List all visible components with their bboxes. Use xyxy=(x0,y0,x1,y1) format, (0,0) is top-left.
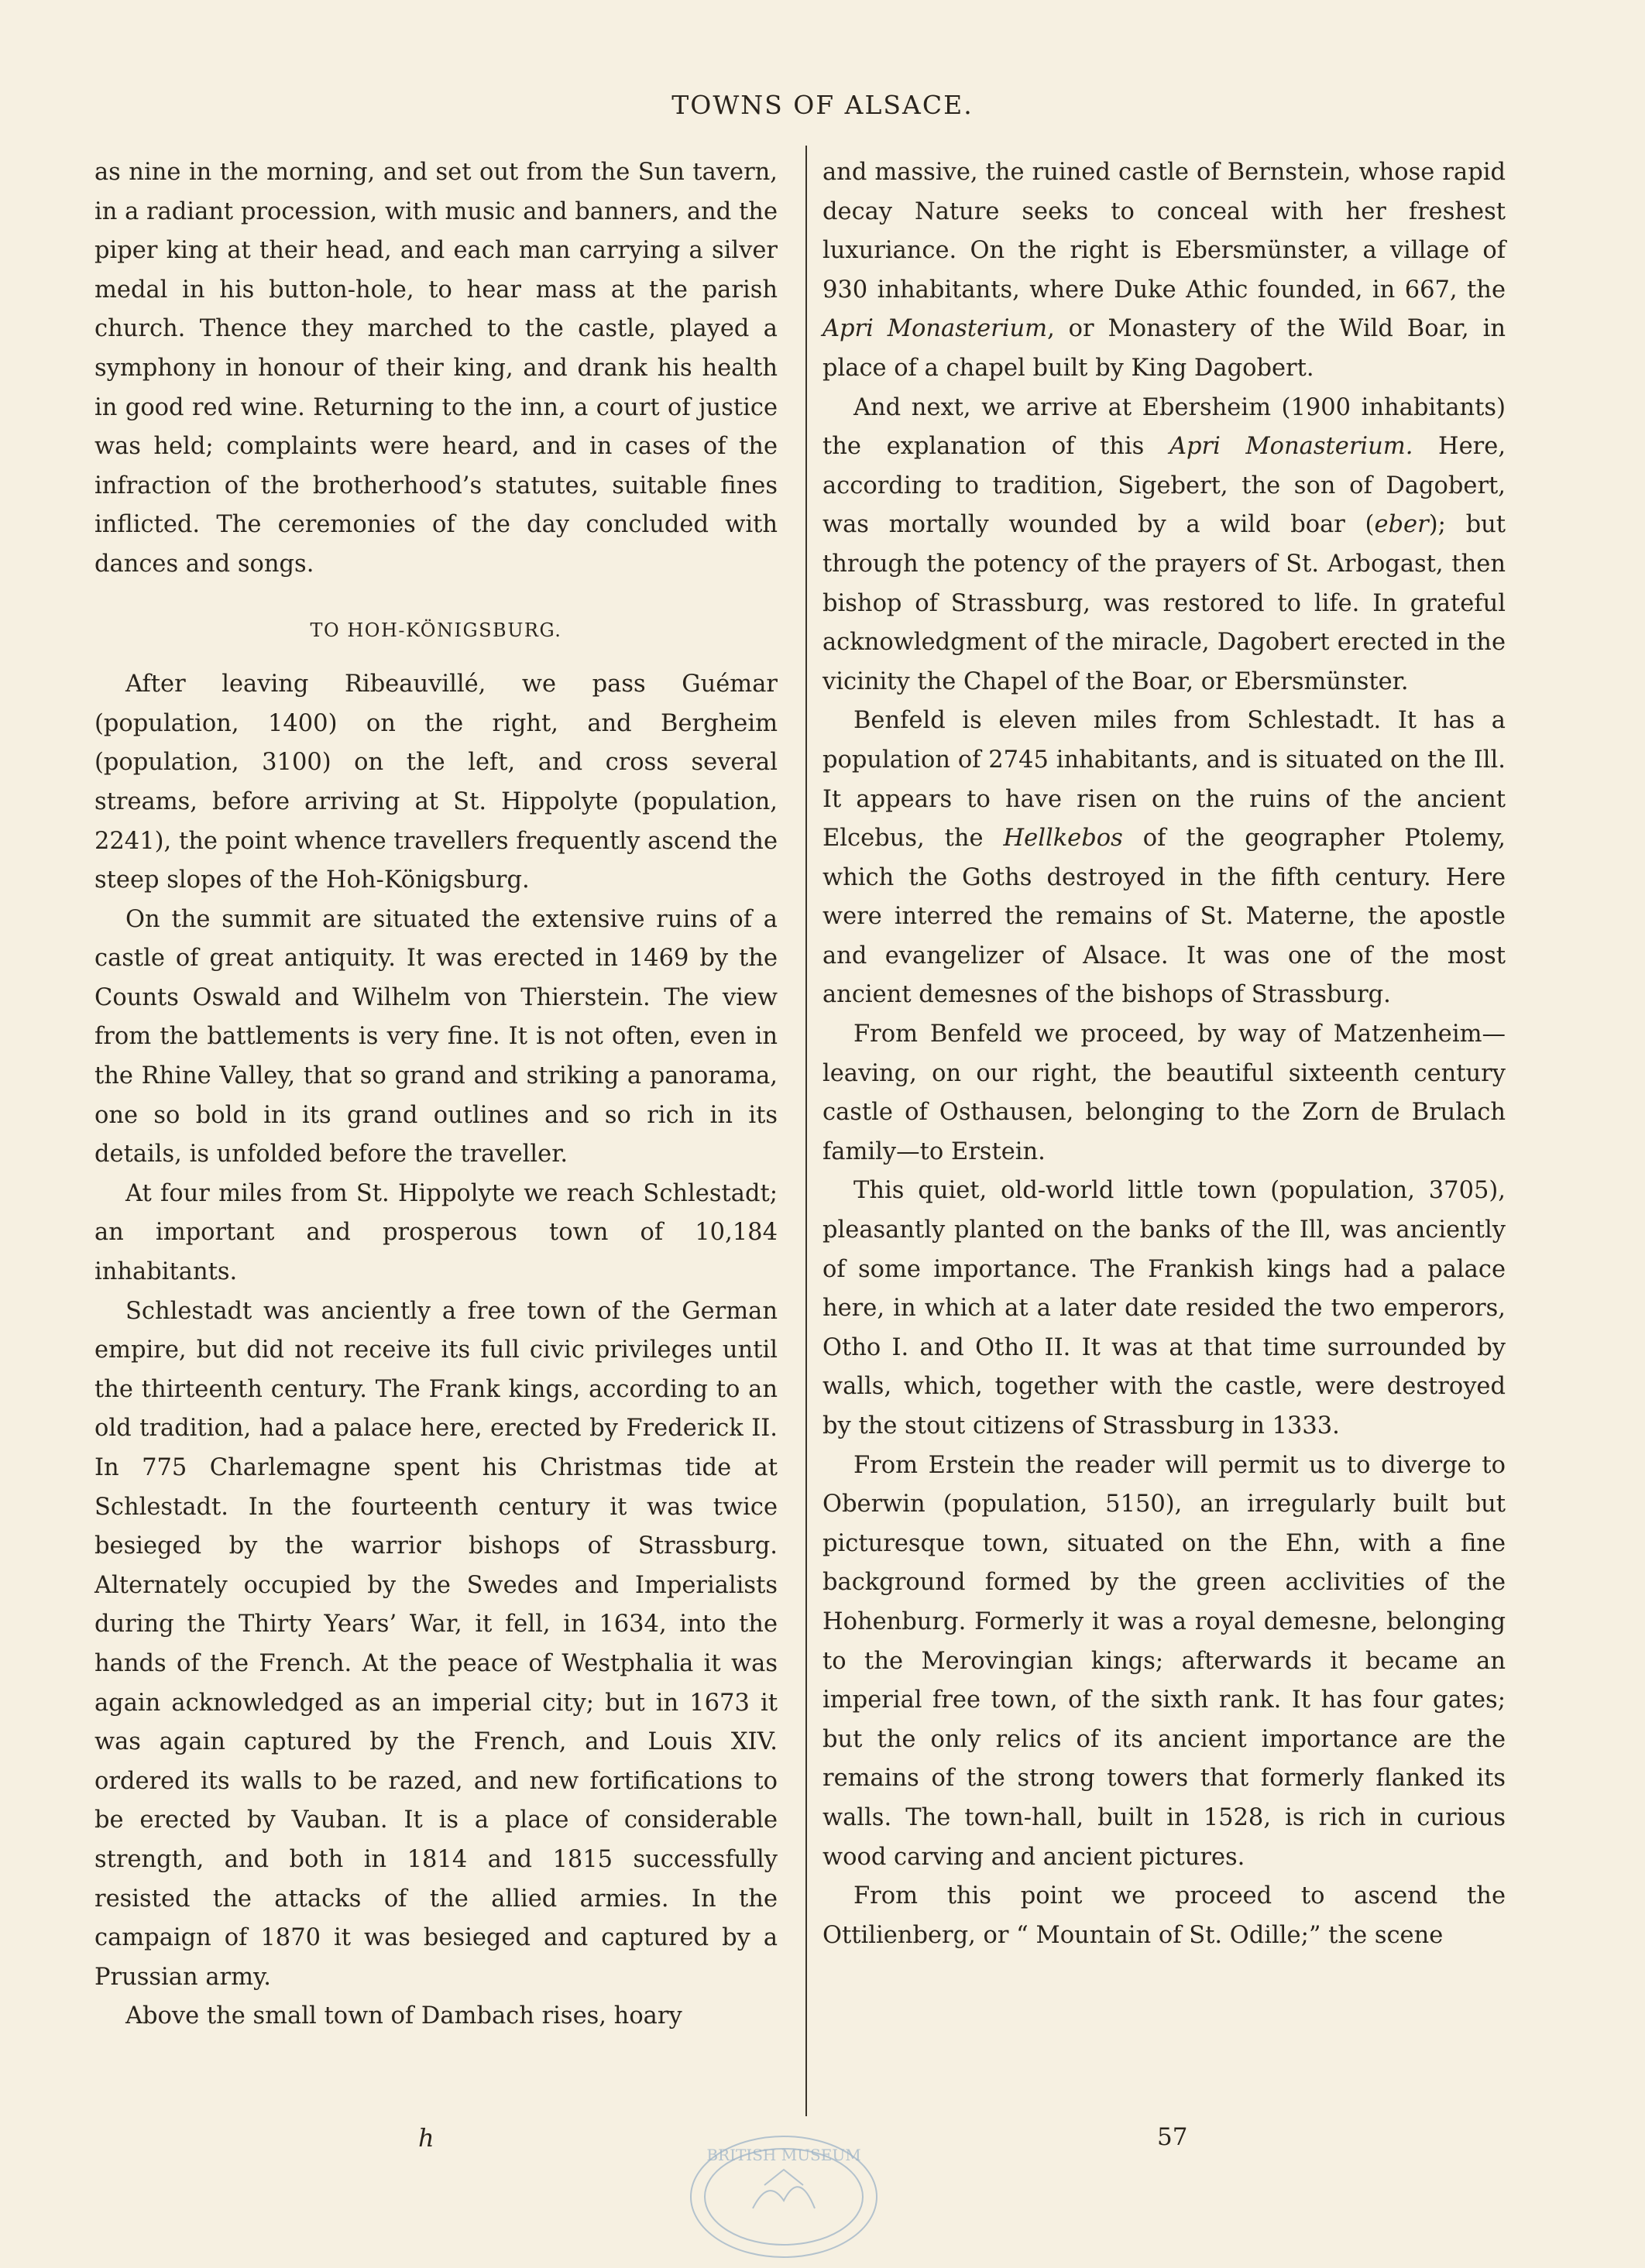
section-heading: TO HOH-KÖNIGSBURG. xyxy=(310,619,562,641)
text-run: and massive, the ruined castle of Bernstein, whose rapid decay Nature seeks to conceal with her freshest luxuriance. On the right is Ebersmünster, a village of 930 inhabitants, where Duke Athic founded, in 667, the xyxy=(822,159,1506,304)
paragraph xyxy=(822,153,1506,389)
italic-term: eber xyxy=(1374,511,1429,539)
page-number: 57 xyxy=(1157,2123,1188,2151)
library-stamp xyxy=(668,2123,900,2263)
running-head: TOWNS OF ALSACE. xyxy=(671,90,974,120)
italic-term: Apri Monasterium. xyxy=(1169,433,1413,461)
right-column xyxy=(822,153,1506,1955)
paragraph: Schlestadt was anciently a free town of the German empire, but did not receive its full civic privileges until the thirteenth century. The Frank kings, according to an old tradition, had a palace here, erected by Frederick II. In 775 Charlemagne spent his Christmas tide at Schlestadt. In the fourteenth century it was twice besieged by the warrior bishops of Strassburg. Alternately occupied by the Swedes and Imperialists during the Thirty Years’ War, it fell, in 1634, into the hands of the French. At the peace of Westphalia it was again acknowledged as an imperial city; but in 1673 it was again captured by the French, and Louis XIV. ordered its walls to be razed, and new fortifications to be erected by Vauban. It is a place of considerable strength, and both in 1814 and 1815 successfully resisted the attacks of the allied armies. In the campaign of 1870 it was besieged and captured by a Prussian army. xyxy=(94,1297,778,1991)
text-run: Benfeld is eleven miles from Schlestadt. It has a population of 2745 inhabitants, and is situated on the Ill. It appears to have risen on the ruins of the ancient Elcebus, the xyxy=(822,707,1506,853)
paragraph: From Benfeld we proceed, by way of Matzenheim—leaving, on our right, the beautiful sixteenth century castle of Osthausen, belonging to the Zorn de Brulach family—to Erstein. xyxy=(822,1021,1506,1165)
left-column xyxy=(94,153,778,2036)
paragraph xyxy=(822,389,1506,702)
paragraph: as nine in the morning, and set out from the Sun tavern, in a radiant procession, with music and banners, and the piper king at their head, and each man carrying a silver medal in his button-hole, to hear mass at the parish church. Thence they marched to the castle, played a symphony in honour of their king, and drank his health in good red wine. Returning to the inn, a court of justice was held; complaints were heard, and in cases of the infraction of the brotherhood’s statutes, suitable fines inflicted. The ceremonies of the day concluded with dances and songs. xyxy=(94,159,778,578)
text-run: , or Monastery of the Wild Boar, in place of a chapel built by King Dagobert. xyxy=(822,315,1506,382)
signature-mark: h xyxy=(418,2123,434,2153)
text-run: And next, we arrive at Ebersheim (1900 inhabitants) the explanation of this xyxy=(822,393,1506,461)
stamp-text: BRITISH MUSEUM xyxy=(706,2146,861,2164)
paragraph: On the summit are situated the extensive ruins of a castle of great antiquity. It was erected in 1469 by the Counts Oswald and Wilhelm von Thierstein. The view from the battlements is very fine. It is not often, even in the Rhine Valley, that so grand and striking a panorama, one so bold in its grand outlines and so rich in its details, is unfolded before the traveller. xyxy=(94,905,778,1168)
text-run: ); but through the potency of the prayers of St. Arbogast, then bishop of Strassburg, was restored to life. In grateful acknowledgment of the miracle, Dagobert erected in the vicinity the Chapel of the Boar, or Ebersmünster. xyxy=(822,511,1506,695)
text-run: of the geographer Ptolemy, which the Goths destroyed in the fifth century. Here were interred the remains of St. Materne, the apostle and evangelizer of Alsace. It was one of the most ancient demesnes of the bishops of Strassburg. xyxy=(822,825,1506,1009)
paragraph: From this point we proceed to ascend the Ottilienberg, or “ Mountain of St. Odille;” the scene xyxy=(822,1882,1506,1949)
paragraph xyxy=(822,702,1506,1015)
paragraph: This quiet, old-world little town (population, 3705), pleasantly planted on the banks of the Ill, was anciently of some importance. The Frankish kings had a palace here, in which at a later date resided the two emperors, Otho I. and Otho II. It was at that time surrounded by walls, which, together with the castle, were destroyed by the stout citizens of Strassburg in 1333. xyxy=(822,1177,1506,1439)
text-run: Here, according to tradition, Sigebert, the son of Dagobert, was mortally wounded by a wild boar ( xyxy=(822,433,1506,539)
column-rule xyxy=(805,146,807,2116)
paragraph: From Erstein the reader will permit us to diverge to Oberwin (population, 5150), an irregularly built but picturesque town, situated on the Ehn, with a fine background formed by the green acclivities of the Hohenburg. Formerly it was a royal demesne, belonging to the Merovingian kings; afterwards it became an imperial free town, of the sixth rank. It has four gates; but the only relics of its ancient importance are the remains of the strong towers that formerly flanked its walls. The town-hall, built in 1528, is rich in curious wood carving and ancient pictures. xyxy=(822,1451,1506,1871)
italic-term: Hellkebos xyxy=(1003,825,1123,853)
paragraph: Above the small town of Dambach rises, hoary xyxy=(125,2002,682,2030)
italic-term: Apri Monasterium xyxy=(822,315,1048,343)
paragraph: At four miles from St. Hippolyte we reach Schlestadt; an important and prosperous town of 10,184 inhabitants. xyxy=(94,1179,778,1286)
paragraph: After leaving Ribeauvillé, we pass Guémar (population, 1400) on the right, and Bergheim (population, 3100) on the left, and cross several streams, before arriving at St. Hippolyte (population, 2241), the point whence travellers frequently ascend the steep slopes of the Hoh-Königsburg. xyxy=(94,671,778,894)
